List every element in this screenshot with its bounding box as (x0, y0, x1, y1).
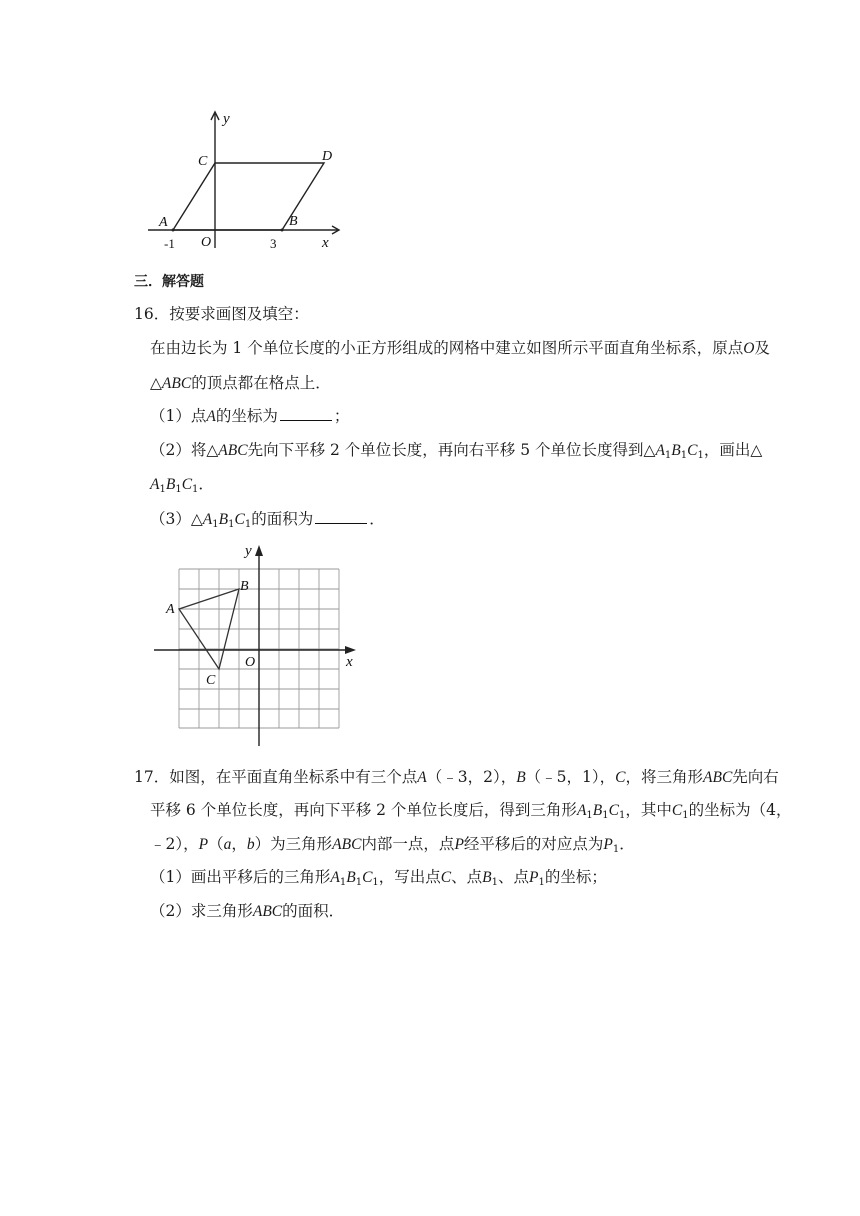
q16-number: 16． (134, 305, 170, 323)
origin-label: O (245, 655, 256, 670)
q16-intro-line2: △ABC的顶点都在格点上． (150, 374, 331, 392)
x-axis-label: x (346, 654, 353, 670)
q17-part1: （1）画出平移后的三角形$A_1B_1C_1$，写出点C、点$B_1$、点$P_1$的坐标； (150, 868, 607, 888)
tick-label-neg1: -1 (164, 236, 175, 251)
section-heading: 三．解答题 (134, 274, 204, 290)
point-a-label: A (159, 215, 168, 230)
figure-grid-triangle (148, 540, 363, 750)
y-axis-label: y (223, 111, 230, 127)
q17-number: 17． (134, 768, 170, 786)
point-a-label: A (166, 602, 175, 617)
x-axis-label: x (322, 235, 329, 251)
origin-label: O (201, 235, 212, 250)
q17-line2: 平移 6 个单位长度，再向下平移 2 个单位长度后，得到三角形$A_1B_1C_1$，其中$C_1$的坐标为（4， (150, 801, 792, 821)
q16-part3: $(3)\triangle A_1B_1C_1$的面积为 ． (150, 510, 385, 530)
q17-line1: 17．如图，在平面直角坐标系中有三个点A（﹣3，2），B（﹣5，1），C，将三角形ABC先向右 (134, 768, 779, 786)
point-b-label: B (240, 579, 249, 594)
point-d-label: D (322, 149, 333, 164)
q16-part1: （1）点A的坐标为 ； (150, 407, 350, 425)
q16-intro-line1: 在由边长为 1 个单位长度的小正方形组成的网格中建立如图所示平面直角坐标系，原点O及 (150, 339, 770, 357)
tick-label-3: 3 (270, 236, 277, 251)
point-c-label: C (206, 673, 216, 688)
q16-part2-cont: $A_1B_1C_1$． (150, 475, 214, 495)
answer-blank-2[interactable] (315, 508, 367, 524)
q16-stem: 16．按要求画图及填空： (134, 305, 309, 323)
point-b-label: B (289, 214, 298, 229)
point-c-label: C (198, 154, 208, 169)
y-axis-label: y (245, 543, 252, 559)
q16-part2: （2）将△ABC先向下平移 2 个单位长度，再向右平移 5 个单位长度得到$\triangle A_1B_1C_1$，画出△ (150, 441, 763, 461)
answer-blank-1[interactable] (280, 405, 332, 421)
q17-line3: ﹣2），P（a，b）为三角形ABC内部一点，点P经平移后的对应点为$P_1$． (150, 835, 635, 855)
q17-part2: （2）求三角形ABC的面积． (150, 902, 345, 920)
figure-parallelogram (140, 108, 350, 253)
